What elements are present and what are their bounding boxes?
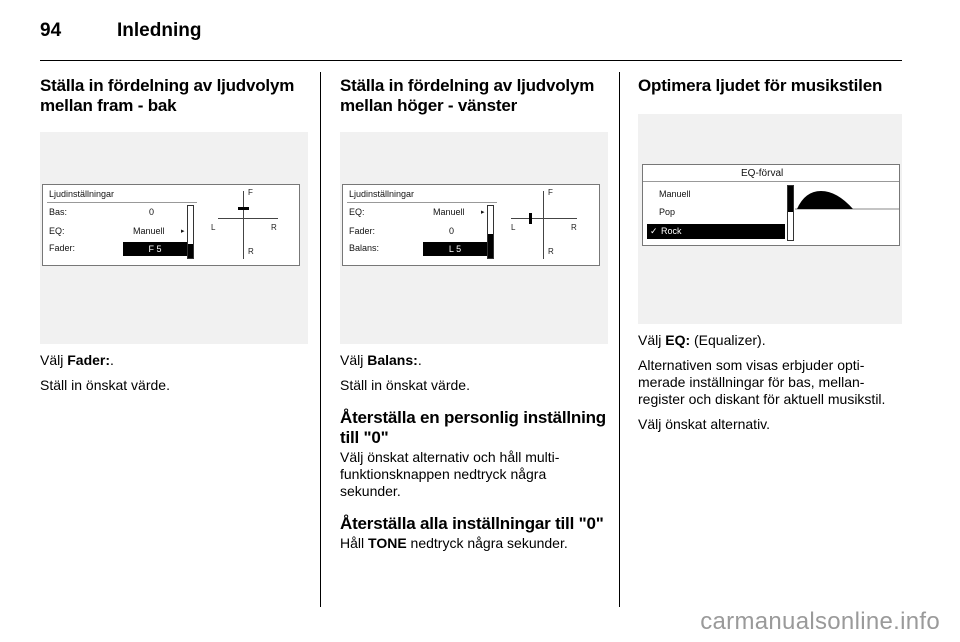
eq-item-pop[interactable]: Pop: [659, 207, 676, 217]
column-divider-2: [619, 72, 620, 607]
display-screen: Ljudinställningar Bas: 0 EQ: Manuell ▸ Fader: F 5 F R L R: [42, 184, 300, 266]
column-eq: [638, 72, 902, 433]
instruction-select-fader: Välj Fader:.: [40, 352, 114, 368]
menu-row-balans[interactable]: Balans: L 5: [349, 243, 487, 257]
arrow-right-icon: ▸: [181, 228, 185, 235]
scrollbar[interactable]: [187, 205, 194, 259]
instruction-select-balance: Välj Balans:.: [340, 352, 422, 368]
menu-row-fader[interactable]: Fader: F 5: [49, 243, 187, 257]
section-heading-fader: Ställa in fördelning av ljudvolym mellan fram - bak: [40, 76, 295, 115]
balance-marker: [529, 213, 532, 224]
page-header: [40, 18, 201, 44]
header-rule: [40, 60, 902, 61]
section-heading-balance: Ställa in fördelning av ljudvolym mellan höger - vänster: [340, 76, 595, 115]
display-screen: [642, 164, 900, 246]
watermark: carmanualsonline.info: [700, 608, 940, 635]
page-number: 94: [40, 20, 62, 41]
figure-eq-screen: [638, 114, 902, 324]
menu-row-eq[interactable]: EQ: Manuell ▸: [49, 226, 185, 236]
instruction-set-value: Ställ in önskat värde.: [40, 377, 170, 393]
menu-row-fader[interactable]: Fader: 0: [349, 226, 455, 236]
reset-personal-text: Välj önskat alternativ och håll multifunktionsknappen nedtryck några sekunder.: [340, 449, 560, 499]
section-heading-reset-all: Återställa alla inställningar till "0": [340, 514, 604, 533]
figure-balance-screen: [340, 132, 608, 344]
column-fader: [40, 72, 308, 394]
menu-row-bas[interactable]: Bas: 0: [49, 207, 155, 217]
reset-all-text: Håll TONE nedtryck några sekunder.: [340, 535, 568, 551]
eq-curve-graphic: [795, 185, 899, 239]
scrollbar[interactable]: [787, 185, 794, 241]
eq-description: Alternativen som visas erbjuder optimerade inställningar för bas, mellanregister och diskant för aktuell musikstil.: [638, 357, 886, 407]
checkmark-icon: ✓: [650, 226, 658, 236]
column-divider-1: [320, 72, 321, 607]
instruction-set-value: Ställ in önskat värde.: [340, 377, 470, 393]
menu-row-eq[interactable]: EQ: Manuell ▸: [349, 207, 485, 217]
eq-item-manuell[interactable]: Manuell: [659, 189, 691, 199]
chapter-title: Inledning: [117, 20, 202, 41]
column-balance: [340, 72, 608, 552]
screen-title: EQ-förval: [741, 168, 784, 179]
instruction-select-option: Välj önskat alternativ.: [638, 416, 771, 432]
screen-title: Ljudinställningar: [49, 189, 115, 199]
section-heading-reset-personal: Återställa en personlig inställning till "0": [340, 408, 606, 447]
display-screen: Ljudinställningar EQ: Manuell ▸ Fader: 0 Balans: L 5 F R L R: [342, 184, 600, 266]
eq-item-rock[interactable]: ✓ Rock: [647, 224, 785, 239]
fader-marker: [238, 207, 249, 210]
section-heading-eq: Optimera ljudet för musikstilen: [638, 76, 883, 95]
arrow-right-icon: ▸: [481, 209, 485, 216]
instruction-select-eq: Välj EQ: (Equalizer).: [638, 332, 766, 348]
figure-fader-screen: [40, 132, 308, 344]
screen-title: Ljudinställningar: [349, 189, 415, 199]
scrollbar[interactable]: [487, 205, 494, 259]
